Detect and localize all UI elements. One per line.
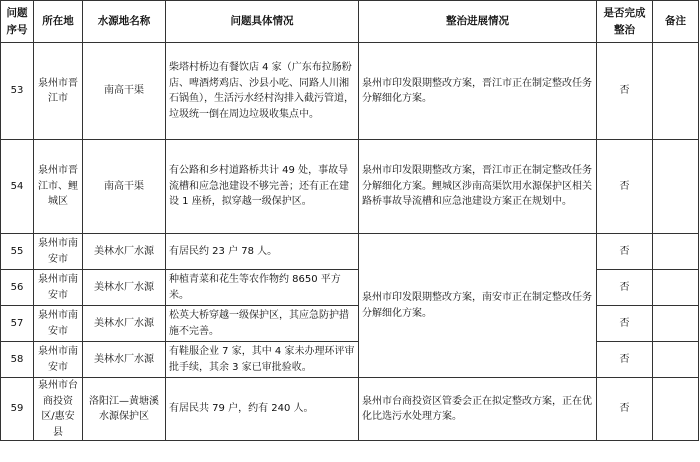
cell-source: 美林水厂水源 [83,306,166,342]
cell-issue: 有居民约 23 户 78 人。 [166,234,359,270]
cell-location: 泉州市南安市 [34,270,83,306]
cell-issue: 有居民共 79 户，约有 240 人。 [166,378,359,441]
cell-no: 57 [1,306,34,342]
cell-completed: 否 [597,234,653,270]
cell-no: 59 [1,378,34,441]
cell-note [653,43,699,140]
cell-no: 54 [1,140,34,234]
cell-no: 56 [1,270,34,306]
cell-location: 泉州市南安市 [34,234,83,270]
header-row [1,1,699,43]
cell-note [653,342,699,378]
cell-no: 58 [1,342,34,378]
cell-source: 美林水厂水源 [83,270,166,306]
cell-completed: 否 [597,43,653,140]
cell-source: 南高干渠 [83,43,166,140]
header-completed: 是否完成整治 [597,1,653,43]
cell-source: 南高干渠 [83,140,166,234]
cell-no: 53 [1,43,34,140]
cell-progress-merged: 泉州市印发限期整改方案，南安市正在制定整改任务分解细化方案。 [359,234,597,378]
table-row [1,234,699,270]
cell-no: 55 [1,234,34,270]
header-note: 备注 [653,1,699,43]
cell-source: 美林水厂水源 [83,234,166,270]
cell-issue: 松英大桥穿越一级保护区，其应急防护措施不完善。 [166,306,359,342]
cell-source: 洛阳江—黄塘溪水源保护区 [83,378,166,441]
cell-issue: 柴塔村桥边有餐饮店 4 家（广东布拉肠粉店、啤酒烤鸡店、沙县小吃、同路人川湘石锅鱼），生活污水经村沟排入截污管道，垃圾统一倒在周边垃圾收集点中。 [166,43,359,140]
cell-note [653,270,699,306]
cell-note [653,234,699,270]
cell-completed: 否 [597,342,653,378]
header-progress: 整治进展情况 [359,1,597,43]
cell-completed: 否 [597,306,653,342]
cell-progress: 泉州市印发限期整改方案，晋江市正在制定整改任务分解细化方案。 [359,43,597,140]
table-row [1,378,699,441]
table-row [1,140,699,234]
cell-location: 泉州市台商投资区/惠安县 [34,378,83,441]
cell-note [653,306,699,342]
header-issue-no: 问题序号 [1,1,34,43]
cell-location: 泉州市南安市 [34,306,83,342]
cell-completed: 否 [597,140,653,234]
cell-completed: 否 [597,270,653,306]
cell-issue: 种植青菜和花生等农作物约 8650 平方米。 [166,270,359,306]
cell-progress: 泉州市印发限期整改方案，晋江市正在制定整改任务分解细化方案。鲤城区涉南高渠饮用水源保护区相关路桥事故导流槽和应急池建设方案正在规划中。 [359,140,597,234]
cell-note [653,140,699,234]
header-source-name: 水源地名称 [83,1,166,43]
header-location: 所在地 [34,1,83,43]
cell-location: 泉州市南安市 [34,342,83,378]
header-issue-detail: 问题具体情况 [166,1,359,43]
cell-location: 泉州市晋江市、鲤城区 [34,140,83,234]
cell-progress: 泉州市台商投资区管委会正在拟定整改方案，正在优化比选污水处理方案。 [359,378,597,441]
cell-note [653,378,699,441]
cell-issue: 有公路和乡村道路桥共计 49 处，事故导流槽和应急池建设不够完善；还有正在建设 1 座桥，拟穿越一级保护区。 [166,140,359,234]
cell-completed: 否 [597,378,653,441]
cell-issue: 有鞋服企业 7 家，其中 4 家未办理环评审批手续，其余 3 家已审批验收。 [166,342,359,378]
table-row [1,43,699,140]
cell-location: 泉州市晋江市 [34,43,83,140]
cell-source: 美林水厂水源 [83,342,166,378]
